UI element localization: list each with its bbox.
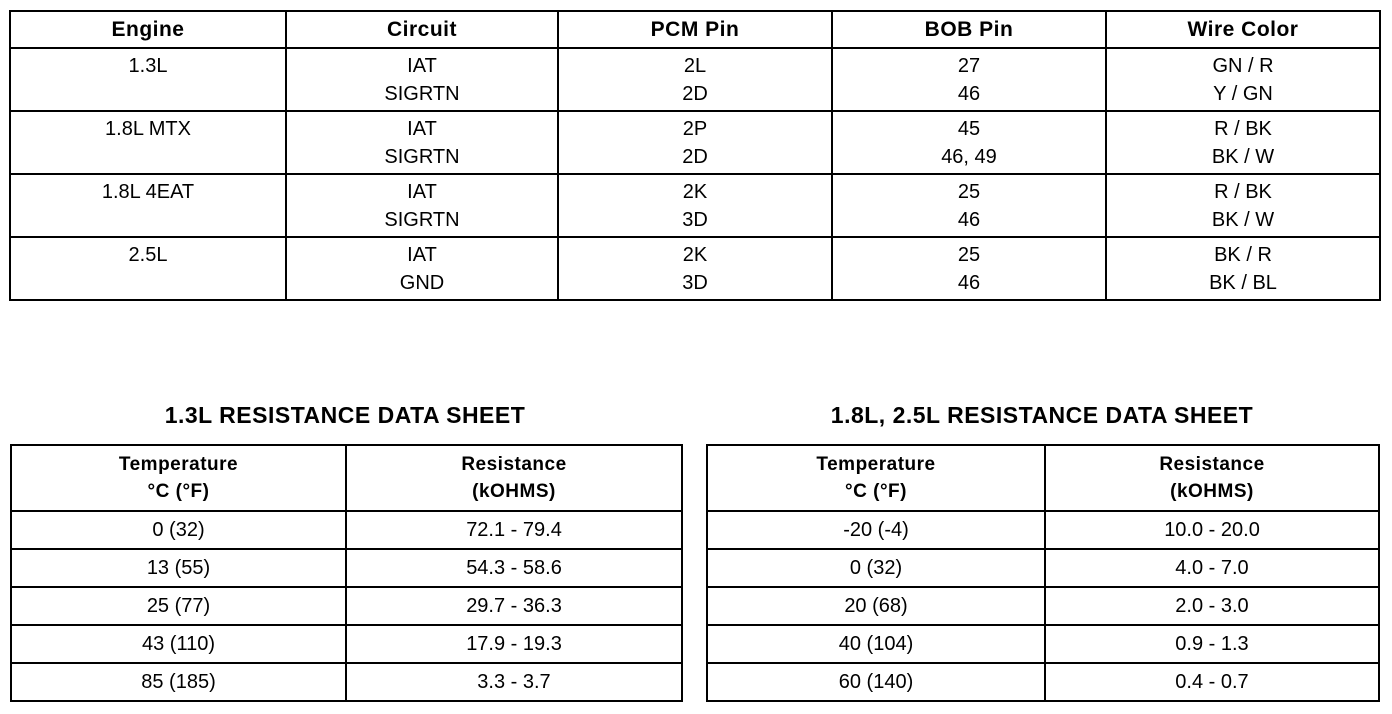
temperature-value: 60 (140): [707, 663, 1045, 701]
bob-pin-value: 25: [957, 244, 981, 266]
bob-pin-cell: [832, 48, 1106, 111]
pcm-pin-cell: [558, 111, 832, 174]
header-bob-pin: BOB Pin: [832, 11, 1106, 48]
resistance-value: 54.3 - 58.6: [346, 549, 682, 587]
bob-pin-value: 46, 49: [941, 146, 997, 168]
bob-pin-cell: [832, 237, 1106, 300]
engine-label: 2.5L: [128, 244, 168, 266]
wire-color-value: BK / W: [1211, 209, 1275, 231]
circuit-value: IAT: [407, 181, 437, 203]
temperature-value: 0 (32): [707, 549, 1045, 587]
circuit-cell: [286, 48, 558, 111]
bob-pin-cell: [832, 174, 1106, 237]
table-row: [11, 549, 682, 587]
table-row: [707, 549, 1379, 587]
header-wire-color: Wire Color: [1106, 11, 1380, 48]
bob-pin-value: 25: [957, 181, 981, 203]
wire-color-value: GN / R: [1212, 55, 1274, 77]
resistance-value: 3.3 - 3.7: [346, 663, 682, 701]
circuit-value: IAT: [407, 244, 437, 266]
header-circuit: Circuit: [286, 11, 558, 48]
table-row: [707, 625, 1379, 663]
engine-cell: [10, 48, 286, 111]
table-row: [10, 48, 1380, 111]
circuit-value: IAT: [407, 55, 437, 77]
engine-label: 1.3L: [128, 55, 168, 77]
bob-pin-value: 27: [957, 55, 981, 77]
resistance-value: 72.1 - 79.4: [346, 511, 682, 549]
pcm-pin-value: 2K: [682, 244, 708, 266]
engine-cell: [10, 237, 286, 300]
wire-color-cell: [1106, 48, 1380, 111]
resistance-1-8l-2-5l-title: 1.8L, 2.5L RESISTANCE DATA SHEET: [830, 402, 1254, 428]
resistance-1-3l-title: 1.3L RESISTANCE DATA SHEET: [164, 402, 526, 428]
pcm-pin-cell: [558, 174, 832, 237]
engine-cell: [10, 174, 286, 237]
wire-color-value: R / BK: [1214, 118, 1272, 140]
temperature-value: 85 (185): [11, 663, 346, 701]
bob-pin-value: 46: [957, 272, 981, 294]
circuit-value: SIGRTN: [384, 83, 460, 105]
temperature-value: -20 (-4): [707, 511, 1045, 549]
resistance-value: 0.9 - 1.3: [1045, 625, 1379, 663]
table-row: [10, 111, 1380, 174]
header-temperature-unit: °C (°F): [147, 481, 210, 502]
header-resistance-unit: (kOHMS): [472, 481, 556, 502]
header-resistance-unit: (kOHMS): [1170, 481, 1254, 502]
wiring-header-row: [10, 11, 1380, 48]
header-temperature: [11, 445, 346, 511]
table-row: [707, 587, 1379, 625]
header-temperature-label: Temperature: [118, 454, 239, 475]
bob-pin-value: 45: [957, 118, 981, 140]
engine-label: 1.8L MTX: [105, 118, 191, 140]
wire-color-value: Y / GN: [1213, 83, 1273, 105]
header-resistance: [1045, 445, 1379, 511]
table-row: [11, 663, 682, 701]
resistance-1-3l-table: [10, 444, 683, 702]
resistance-value: 2.0 - 3.0: [1045, 587, 1379, 625]
bob-pin-value: 46: [957, 209, 981, 231]
circuit-cell: [286, 237, 558, 300]
table-row: [10, 174, 1380, 237]
engine-cell: [10, 111, 286, 174]
wire-color-cell: [1106, 174, 1380, 237]
table-row: [707, 663, 1379, 701]
circuit-value: SIGRTN: [384, 209, 460, 231]
temperature-value: 20 (68): [707, 587, 1045, 625]
pcm-pin-cell: [558, 237, 832, 300]
resistance-header-row: [11, 445, 682, 511]
resistance-header-row: [707, 445, 1379, 511]
engine-label: 1.8L 4EAT: [101, 181, 195, 203]
wire-color-value: BK / W: [1211, 146, 1275, 168]
pcm-pin-value: 2K: [682, 181, 708, 203]
wire-color-cell: [1106, 111, 1380, 174]
circuit-cell: [286, 174, 558, 237]
table-row: [10, 237, 1380, 300]
wire-color-value: BK / R: [1214, 244, 1272, 266]
pcm-pin-value: 2D: [682, 146, 708, 168]
temperature-value: 40 (104): [707, 625, 1045, 663]
circuit-cell: [286, 111, 558, 174]
pcm-pin-value: 2D: [682, 83, 708, 105]
header-resistance-label: Resistance: [461, 454, 567, 475]
header-engine: Engine: [10, 11, 286, 48]
resistance-value: 17.9 - 19.3: [346, 625, 682, 663]
bob-pin-value: 46: [957, 83, 981, 105]
table-row: [11, 625, 682, 663]
table-row: [11, 587, 682, 625]
temperature-value: 25 (77): [11, 587, 346, 625]
temperature-value: 13 (55): [11, 549, 346, 587]
temperature-value: 43 (110): [11, 625, 346, 663]
pcm-pin-value: 3D: [682, 272, 708, 294]
resistance-value: 29.7 - 36.3: [346, 587, 682, 625]
pcm-pin-value: 2P: [682, 118, 708, 140]
circuit-value: SIGRTN: [384, 146, 460, 168]
wire-color-value: R / BK: [1214, 181, 1272, 203]
resistance-value: 4.0 - 7.0: [1045, 549, 1379, 587]
header-temperature: [707, 445, 1045, 511]
header-pcm-pin: PCM Pin: [558, 11, 832, 48]
resistance-value: 0.4 - 0.7: [1045, 663, 1379, 701]
table-row: [707, 511, 1379, 549]
pcm-pin-value: 2L: [683, 55, 707, 77]
temperature-value: 0 (32): [11, 511, 346, 549]
circuit-value: GND: [399, 272, 445, 294]
table-row: [11, 511, 682, 549]
pcm-pin-value: 3D: [682, 209, 708, 231]
circuit-value: IAT: [407, 118, 437, 140]
resistance-value: 10.0 - 20.0: [1045, 511, 1379, 549]
wiring-table: [9, 10, 1381, 301]
wire-color-value: BK / BL: [1209, 272, 1277, 294]
resistance-1-8l-2-5l-table: [706, 444, 1380, 702]
header-resistance: [346, 445, 682, 511]
wire-color-cell: [1106, 237, 1380, 300]
header-resistance-label: Resistance: [1159, 454, 1265, 475]
header-temperature-unit: °C (°F): [845, 481, 907, 502]
pcm-pin-cell: [558, 48, 832, 111]
bob-pin-cell: [832, 111, 1106, 174]
header-temperature-label: Temperature: [816, 454, 936, 475]
